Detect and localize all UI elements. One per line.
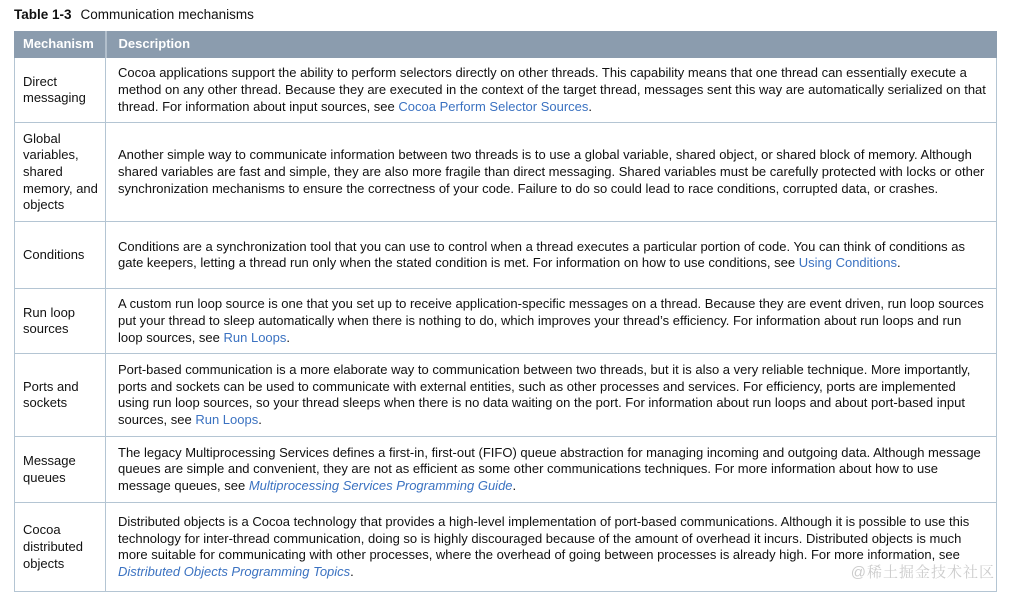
link-run-loops[interactable]: Run Loops	[195, 411, 259, 427]
table-body	[15, 58, 997, 592]
table-caption-label: Table 1-3	[14, 7, 72, 22]
link-distributed-objects-programming-topics[interactable]: Distributed Objects Programming Topics	[118, 563, 351, 579]
link-run-loops[interactable]: Run Loops	[223, 329, 287, 345]
table-caption	[14, 7, 1011, 23]
table-row	[15, 354, 997, 437]
description-text: Conditions are a synchronization tool that you can use to control when a thread executes a particular portion of code. You can think of conditions as gate keepers, letting a thread run only when the stated condition is met. For information on how to use conditions, see	[118, 238, 965, 271]
description-cell	[106, 503, 997, 592]
mechanism-cell: Cocoa distributed objects	[15, 503, 106, 592]
mechanism-cell: Ports and sockets	[15, 354, 106, 437]
description-text: The legacy Multiprocessing Services defines a first-in, first-out (FIFO) queue abstraction for managing incoming and outgoing data. Although message queues are simple and convenient, they are not as efficient as some other communications techniques. For more information about how to use message queues, see	[118, 444, 981, 493]
table-header	[15, 32, 997, 58]
description-text: Port-based communication is a more elaborate way to communication between two threads, but it is also a very reliable technique. More importantly, ports and sockets can be used to communicate with external entities, such as other processes and services. For efficiency, ports are implemented using run loop sources, so your thread sleeps when there is no data waiting on the port. For information about run loops and about port-based input sources, see	[118, 361, 971, 427]
table-row	[15, 222, 997, 289]
link-using-conditions[interactable]: Using Conditions	[798, 255, 898, 271]
description-text: .	[258, 411, 262, 427]
mechanism-cell: Conditions	[15, 222, 106, 289]
description-cell	[106, 123, 997, 222]
table-row	[15, 503, 997, 592]
description-cell	[106, 354, 997, 437]
mechanism-cell: Global variables, shared memory, and objects	[15, 123, 106, 222]
table-row	[15, 123, 997, 222]
description-text: .	[588, 98, 593, 114]
description-cell	[106, 58, 997, 123]
description-text: .	[512, 478, 517, 493]
description-text: A custom run loop source is one that you set up to receive application-specific messages on a thread. Because they are event driven, run loop sources put your thread to sleep automatically when there is nothing to do, which improves your thread’s efficiency. For information about run loops and run loop sources, see	[118, 296, 984, 345]
table-row	[15, 58, 997, 123]
description-text: .	[350, 563, 354, 579]
description-text: .	[897, 255, 901, 271]
table-caption-title: Communication mechanisms	[80, 7, 254, 22]
description-cell	[106, 289, 997, 354]
description-cell	[106, 437, 997, 503]
column-header-mechanism: Mechanism	[15, 32, 106, 58]
description-text: Cocoa applications support the ability to perform selectors directly on other threads. This capability means that one thread can essentially execute a method on any other thread. Because they are executed in the context of the target thread, messages sent this way are automatically serialized on that thread. For information about input sources, see	[118, 65, 986, 114]
link-multiprocessing-services-programming-guide[interactable]: Multiprocessing Services Programming Guide	[248, 478, 513, 493]
description-text: .	[286, 329, 291, 345]
table-row	[15, 437, 997, 503]
description-text: Distributed objects is a Cocoa technology that provides a high-level implementation of port-based communications. Although it is possible to use this technology for inter-thread communication, doing so is highly discouraged because of the amount of overhead it incurs. Distributed objects is much more suitable for communicating with other processes, where the overhead of going between processes is already high. For more information, see	[118, 513, 970, 563]
watermark: @稀土掘金技术社区	[850, 564, 995, 581]
link-cocoa-perform-selector-sources[interactable]: Cocoa Perform Selector Sources	[398, 98, 589, 114]
communication-mechanisms-table	[14, 31, 997, 592]
header-row	[15, 32, 997, 58]
description-text: Another simple way to communicate information between two threads is to use a global variable, shared object, or shared block of memory. Although shared variables are fast and simple, they are also more fragile than direct messaging. Shared variables must be carefully protected with locks or other synchronization mechanisms to ensure the correctness of your code. Failure to do so could lead to race conditions, corrupted data, or crashes.	[118, 147, 985, 196]
column-header-description: Description	[106, 32, 997, 58]
mechanism-cell: Message queues	[15, 437, 106, 503]
mechanism-cell: Run loop sources	[15, 289, 106, 354]
table-row	[15, 289, 997, 354]
description-cell	[106, 222, 997, 289]
mechanism-cell: Direct messaging	[15, 58, 106, 123]
